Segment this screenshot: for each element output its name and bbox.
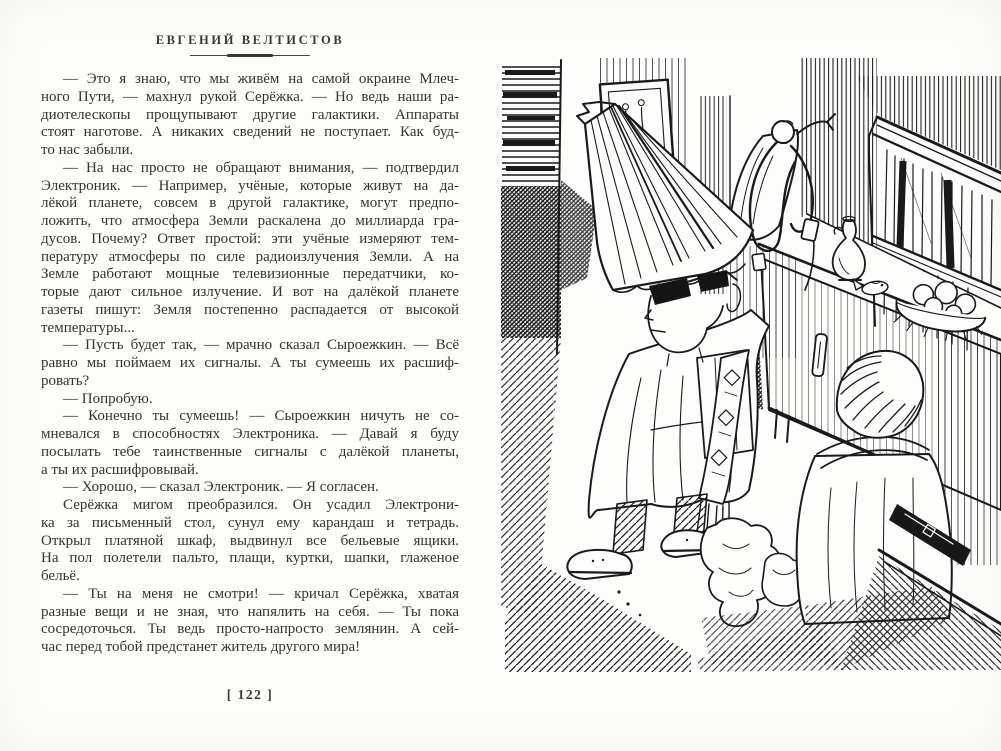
text-line: дусов. Почему? Ответ простой: эти учёные измеряют тем-	[41, 230, 459, 247]
text-line: газеты пишут: Земля постепенно распадается от высокой	[41, 301, 459, 318]
text-line: температуры...	[41, 319, 135, 336]
book-stack	[501, 60, 597, 618]
paragraph	[41, 391, 459, 409]
text-line: пературу атмосферы по силе радиоизлучения Земли. А на	[41, 248, 459, 265]
text-line: посылать тебе таинственные сигналы с далёкой планеты,	[41, 443, 459, 460]
paragraph	[41, 71, 459, 160]
text-line: мневался в способностях Электроника. — Давай я буду	[41, 426, 459, 442]
text-line: а ты их расшифровывай.	[41, 461, 199, 478]
text-line: то нас забыли.	[41, 142, 134, 158]
book-illustration	[501, 58, 1001, 673]
text-line: стоят наготове. А никаких сведений не поступает. Как буд-	[41, 124, 459, 141]
text-line: разные вещи и не зная, что напялить на себя. — Ты пока	[41, 603, 459, 620]
text-line: — Попробую.	[63, 390, 153, 407]
text-line: — Это я знаю, что мы живём на самой окраине Млеч-	[63, 71, 459, 87]
paragraph	[41, 479, 459, 497]
text-line: Открыл платяной шкаф, выдвинул все бельевые ящики.	[41, 532, 459, 549]
text-line: — Хорошо, — сказал Электроник. — Я согласен.	[63, 479, 379, 496]
text-line: ложить, что атмосфера Земли раскалена до миллиарда гра-	[41, 213, 459, 229]
right-page	[500, 0, 1001, 751]
left-page	[0, 0, 500, 751]
text-line: Электроник. — Например, учёные, которые живут на да-	[41, 177, 459, 194]
text-line: сосредоточься. Ты ведь просто-напросто землянин. А сей-	[41, 621, 459, 638]
running-header	[41, 33, 459, 58]
text-line: час перед тобой предстанет житель другого мира!	[41, 639, 361, 655]
page-text	[41, 71, 459, 657]
text-line: равно мы поймаем их сигналы. А ты сумеешь их расшиф-	[41, 355, 459, 371]
text-line: диотелескопы прощупывают другие галактики. Аппараты	[41, 106, 459, 123]
paragraph	[41, 160, 459, 338]
page-number: [ 122 ]	[226, 687, 274, 702]
text-line: — Пусть будет так, — мрачно сказал Сыроежкин. — Всё	[63, 337, 459, 354]
paragraph	[41, 337, 459, 390]
text-line: — Конечно ты сумеешь! — Сыроежкин ничуть не со-	[63, 408, 459, 425]
text-line: Серёжка мигом преобразился. Он усадил Электрони-	[63, 497, 459, 513]
text-line: Земле работают мощные телевизионные передатчики, ко-	[41, 266, 459, 283]
text-line: лёкой планете, совсем в другой галактике, могут предпо-	[41, 195, 459, 212]
header-rule-thick	[227, 54, 273, 57]
header-rule	[190, 53, 310, 58]
text-line: — Ты на меня не смотри! — кричал Серёжка, хватая	[63, 585, 459, 602]
text-line: — На нас просто не обращают внимания, — подтвердил	[63, 159, 459, 176]
text-line: На пол полетели пальто, плащи, куртки, шапки, глаженое	[41, 550, 459, 567]
running-header-text: ЕВГЕНИЙ ВЕЛТИСТОВ	[155, 33, 345, 47]
text-line: ровать?	[41, 372, 90, 389]
text-line: ного Пути, — махнул рукой Серёжка. — Но ведь наши ра-	[41, 88, 459, 105]
paragraph	[41, 586, 459, 657]
text-line: бельё.	[41, 568, 80, 584]
text-line: ка за письменный стол, сунул ему карандаш и тетрадь.	[41, 514, 459, 531]
text-line: торые дают сильное излучение. И вот на далёкой планете	[41, 284, 459, 300]
paragraph	[41, 497, 459, 586]
paragraph	[41, 408, 459, 479]
